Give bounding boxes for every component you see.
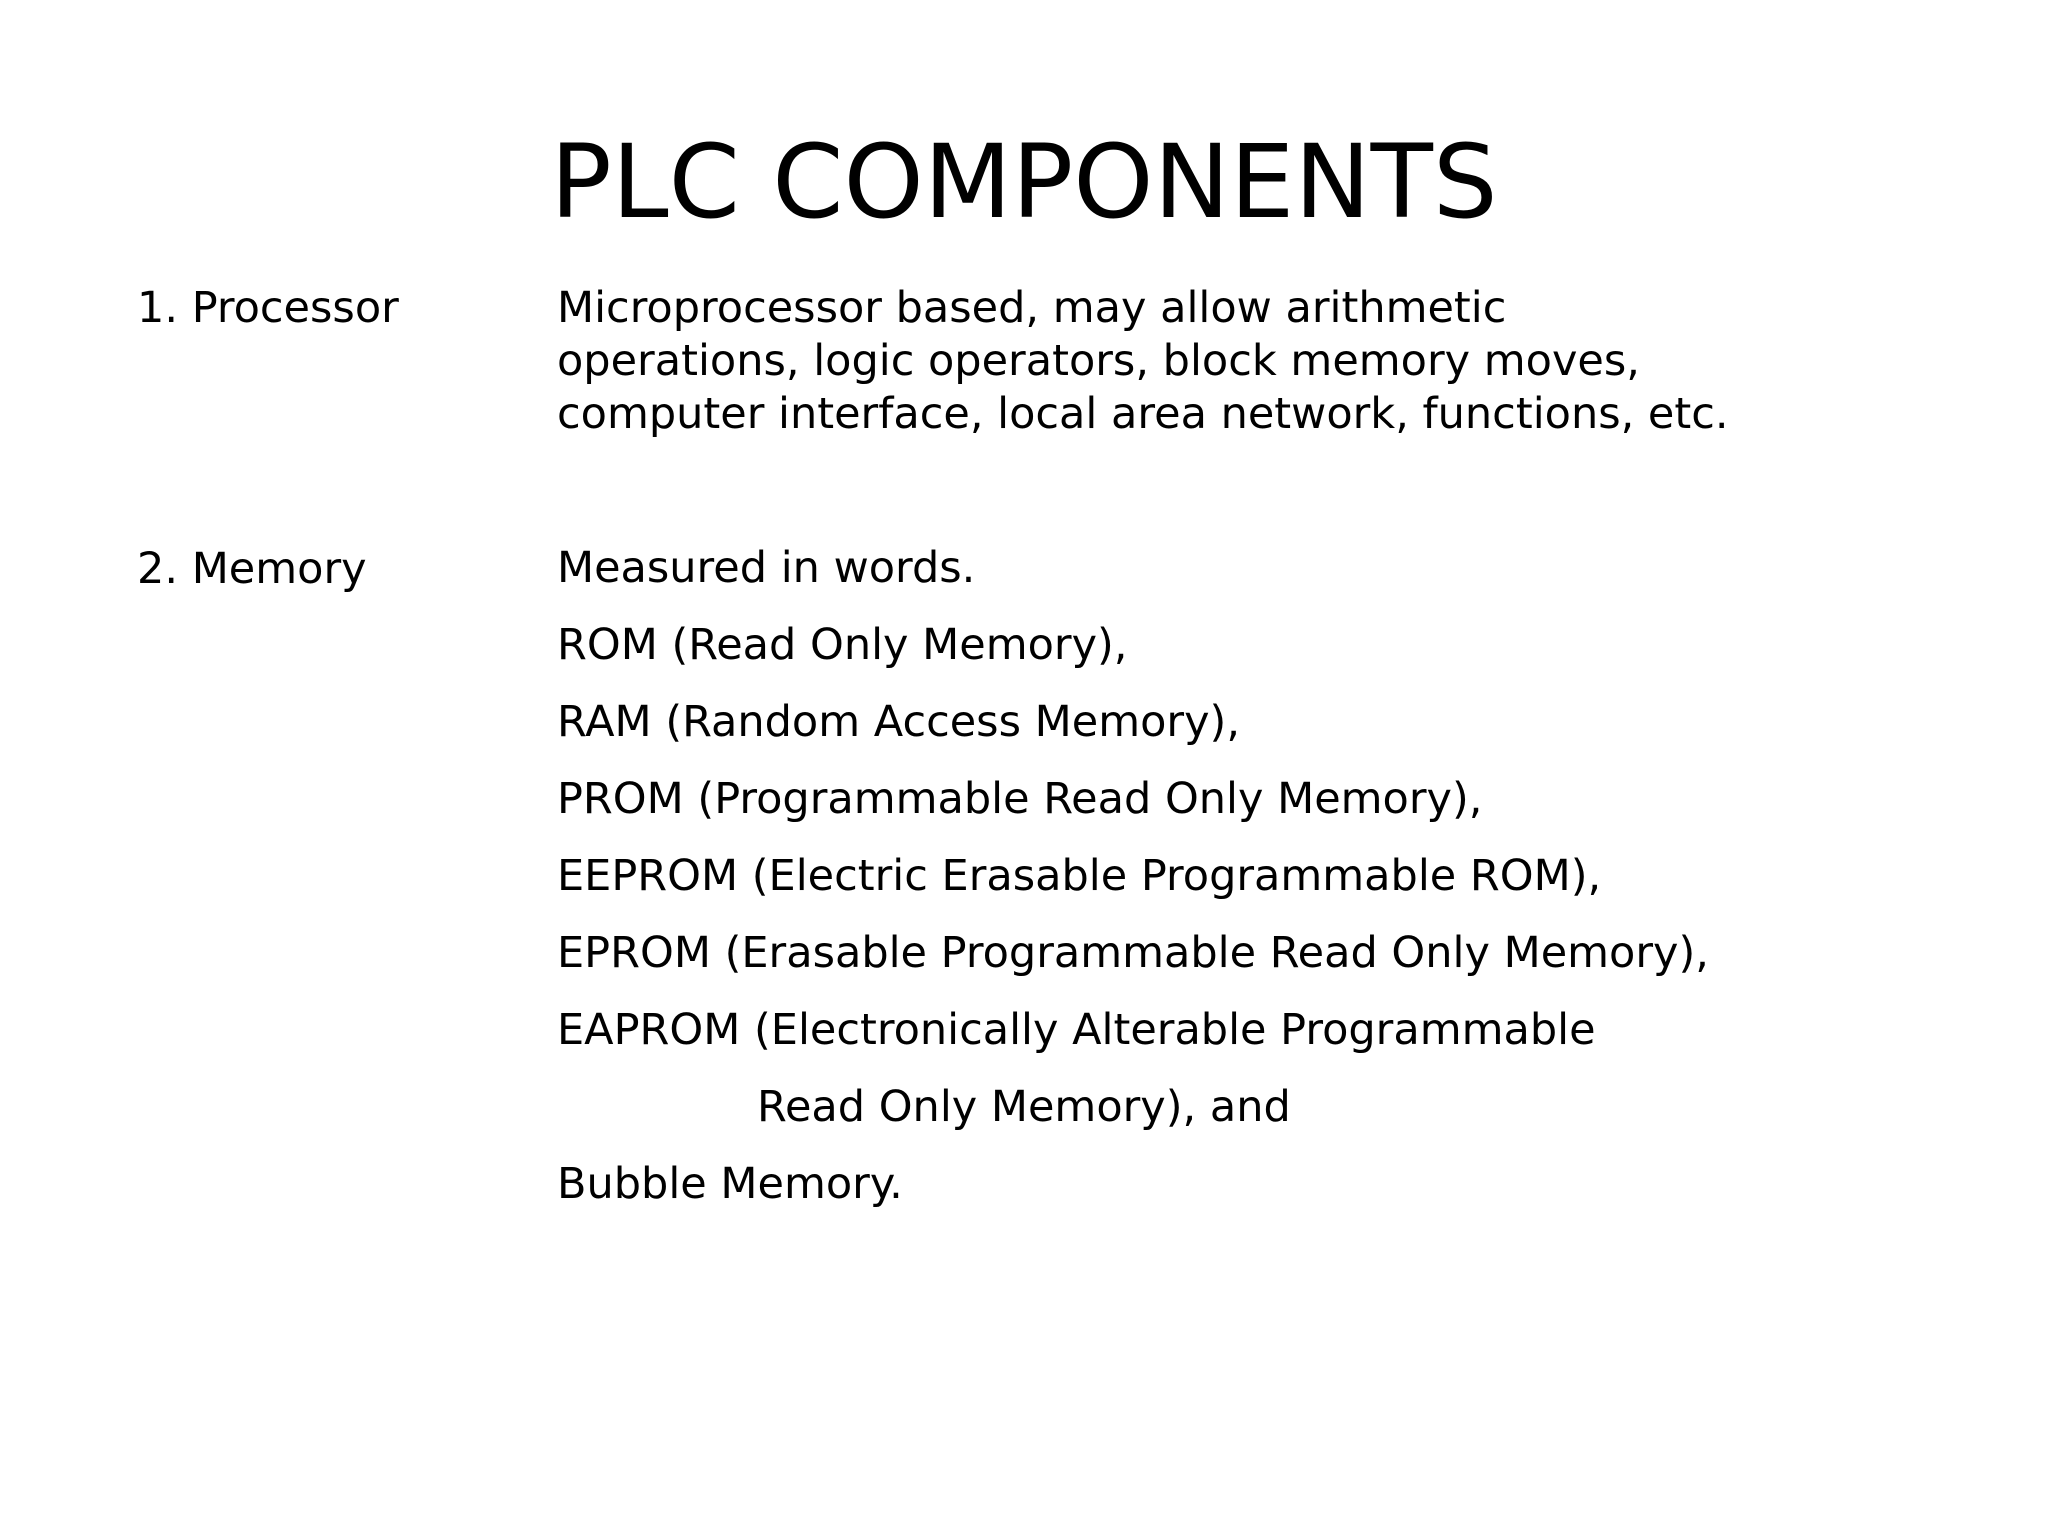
processor-line: computer interface, local area network, functions, etc. xyxy=(557,389,1729,439)
memory-line: RAM (Random Access Memory), xyxy=(557,697,1240,747)
memory-line: PROM (Programmable Read Only Memory), xyxy=(557,774,1483,824)
memory-description xyxy=(557,530,1709,1223)
memory-line: ROM (Read Only Memory), xyxy=(557,620,1128,670)
memory-line: Measured in words. xyxy=(557,543,976,593)
processor-line: Microprocessor based, may allow arithmetic xyxy=(557,283,1507,333)
memory-line: EAPROM (Electronically Alterable Programmable xyxy=(557,1005,1596,1055)
processor-description xyxy=(557,282,1729,441)
processor-line: operations, logic operators, block memory moves, xyxy=(557,336,1640,386)
memory-line: EEPROM (Electric Erasable Programmable ROM), xyxy=(557,851,1602,901)
processor-term: 1. Processor xyxy=(137,283,399,333)
memory-line: EPROM (Erasable Programmable Read Only Memory), xyxy=(557,928,1709,978)
memory-term: 2. Memory xyxy=(137,544,367,594)
memory-line-continued: Read Only Memory), and xyxy=(757,1082,1291,1132)
memory-line: Bubble Memory. xyxy=(557,1159,903,1209)
slide-title: PLC COMPONENTS xyxy=(550,123,1498,242)
